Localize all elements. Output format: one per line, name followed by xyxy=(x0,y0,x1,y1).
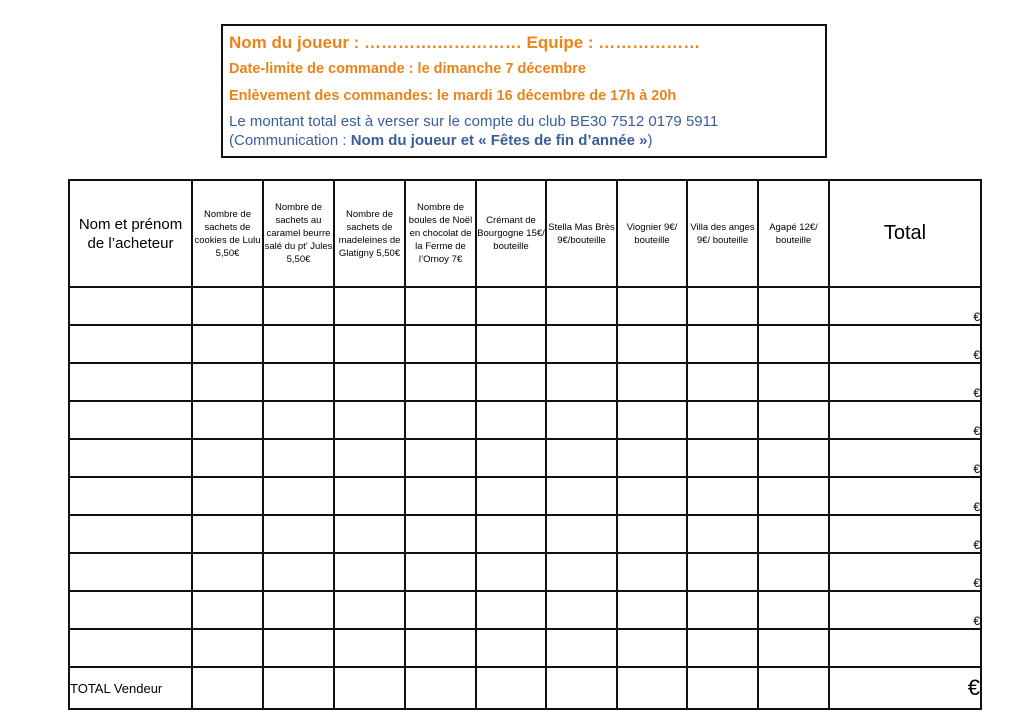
payment-info: Le montant total est à verser sur le compte du club BE30 7512 0179 5911 xyxy=(229,113,719,130)
row-total-cell[interactable]: € xyxy=(829,325,981,363)
quantity-cell[interactable] xyxy=(263,287,334,325)
quantity-cell[interactable] xyxy=(263,325,334,363)
quantity-cell[interactable] xyxy=(263,439,334,477)
total-cell[interactable] xyxy=(758,667,829,709)
row-total-cell[interactable]: € xyxy=(829,439,981,477)
buyer-name-cell[interactable] xyxy=(69,591,192,629)
quantity-cell[interactable] xyxy=(334,363,405,401)
quantity-cell[interactable] xyxy=(617,287,687,325)
row-total-cell[interactable]: € xyxy=(829,287,981,325)
product-header-viognier: Viognier 9€/ bouteille xyxy=(617,180,687,287)
quantity-cell[interactable] xyxy=(192,287,263,325)
quantity-cell[interactable] xyxy=(617,325,687,363)
product-header-stella: Stella Mas Brès 9€/bouteille xyxy=(546,180,617,287)
quantity-cell[interactable] xyxy=(687,401,758,439)
quantity-cell[interactable] xyxy=(617,591,687,629)
total-cell[interactable] xyxy=(617,667,687,709)
quantity-cell[interactable] xyxy=(758,287,829,325)
quantity-cell[interactable] xyxy=(263,553,334,591)
communication-text: Nom du joueur et « Fêtes de fin d’année » xyxy=(350,132,648,149)
quantity-cell[interactable] xyxy=(334,515,405,553)
quantity-cell[interactable] xyxy=(405,629,476,667)
order-deadline: Date-limite de commande : le dimanche 7 décembre xyxy=(229,61,586,77)
quantity-cell[interactable] xyxy=(263,363,334,401)
quantity-cell[interactable] xyxy=(476,629,546,667)
quantity-cell[interactable] xyxy=(546,591,617,629)
quantity-cell[interactable] xyxy=(192,325,263,363)
quantity-cell[interactable] xyxy=(192,629,263,667)
quantity-cell[interactable] xyxy=(334,553,405,591)
quantity-cell[interactable] xyxy=(192,477,263,515)
quantity-cell[interactable] xyxy=(334,439,405,477)
quantity-cell[interactable] xyxy=(476,401,546,439)
quantity-cell[interactable] xyxy=(476,287,546,325)
table-row xyxy=(69,287,981,325)
quantity-cell[interactable] xyxy=(476,477,546,515)
quantity-cell[interactable] xyxy=(617,629,687,667)
quantity-cell[interactable] xyxy=(192,401,263,439)
quantity-cell[interactable] xyxy=(263,515,334,553)
row-total-cell[interactable] xyxy=(829,629,981,667)
buyer-name-cell[interactable] xyxy=(69,363,192,401)
row-total-cell[interactable]: € xyxy=(829,591,981,629)
product-header-madeleines: Nombre de sachets de madeleines de Glatigny 5,50€ xyxy=(334,180,405,287)
quantity-cell[interactable] xyxy=(405,401,476,439)
quantity-cell[interactable] xyxy=(617,363,687,401)
quantity-cell[interactable] xyxy=(476,325,546,363)
quantity-cell[interactable] xyxy=(758,515,829,553)
table-row xyxy=(69,401,981,439)
quantity-cell[interactable] xyxy=(546,477,617,515)
quantity-cell[interactable] xyxy=(617,439,687,477)
buyer-name-cell[interactable] xyxy=(69,287,192,325)
total-header: Total xyxy=(829,180,981,287)
communication-info: (Communication : Nom du joueur et « Fêtes de fin d’année ») xyxy=(229,132,653,149)
quantity-cell[interactable] xyxy=(192,439,263,477)
product-header-cookies: Nombre de sachets de cookies de Lulu 5,50€ xyxy=(192,180,263,287)
quantity-cell[interactable] xyxy=(546,629,617,667)
quantity-cell[interactable] xyxy=(192,363,263,401)
quantity-cell[interactable] xyxy=(687,287,758,325)
quantity-cell[interactable] xyxy=(405,439,476,477)
quantity-cell[interactable] xyxy=(192,591,263,629)
quantity-cell[interactable] xyxy=(617,553,687,591)
quantity-cell[interactable] xyxy=(758,629,829,667)
quantity-cell[interactable] xyxy=(476,553,546,591)
buyer-name-cell[interactable] xyxy=(69,629,192,667)
table-row xyxy=(69,477,981,515)
player-team-line: Nom du joueur : ………….…………… Equipe : ……………… xyxy=(229,33,701,52)
seller-total-label: TOTAL Vendeur xyxy=(69,667,192,709)
table-row xyxy=(69,325,981,363)
quantity-cell[interactable] xyxy=(334,401,405,439)
quantity-cell[interactable] xyxy=(617,515,687,553)
total-cell[interactable] xyxy=(687,667,758,709)
table-header-row xyxy=(69,180,981,287)
row-total-cell[interactable]: € xyxy=(829,515,981,553)
quantity-cell[interactable] xyxy=(687,629,758,667)
quantity-cell[interactable] xyxy=(334,591,405,629)
buyer-name-header: Nom et prénom de l’acheteur xyxy=(69,180,192,287)
quantity-cell[interactable] xyxy=(405,553,476,591)
total-cell[interactable] xyxy=(192,667,263,709)
product-header-caramel: Nombre de sachets au caramel beurre salé du pt’ Jules 5,50€ xyxy=(263,180,334,287)
quantity-cell[interactable] xyxy=(758,591,829,629)
quantity-cell[interactable] xyxy=(192,553,263,591)
buyer-name-cell[interactable] xyxy=(69,553,192,591)
quantity-cell[interactable] xyxy=(405,363,476,401)
quantity-cell[interactable] xyxy=(405,515,476,553)
seller-grand-total[interactable]: € xyxy=(829,667,981,709)
order-info-box xyxy=(221,24,827,158)
quantity-cell[interactable] xyxy=(263,591,334,629)
quantity-cell[interactable] xyxy=(687,363,758,401)
quantity-cell[interactable] xyxy=(758,325,829,363)
quantity-cell[interactable] xyxy=(263,477,334,515)
quantity-cell[interactable] xyxy=(687,515,758,553)
quantity-cell[interactable] xyxy=(334,325,405,363)
quantity-cell[interactable] xyxy=(758,553,829,591)
quantity-cell[interactable] xyxy=(546,553,617,591)
quantity-cell[interactable] xyxy=(476,439,546,477)
quantity-cell[interactable] xyxy=(687,439,758,477)
quantity-cell[interactable] xyxy=(476,515,546,553)
quantity-cell[interactable] xyxy=(263,629,334,667)
quantity-cell[interactable] xyxy=(334,287,405,325)
quantity-cell[interactable] xyxy=(687,325,758,363)
quantity-cell[interactable] xyxy=(546,439,617,477)
quantity-cell[interactable] xyxy=(546,287,617,325)
table-row xyxy=(69,515,981,553)
product-header-chocolate: Nombre de boules de Noël en chocolat de la Ferme de l’Ornoy 7€ xyxy=(405,180,476,287)
total-cell[interactable] xyxy=(476,667,546,709)
quantity-cell[interactable] xyxy=(687,591,758,629)
quantity-cell[interactable] xyxy=(405,477,476,515)
table-row xyxy=(69,591,981,629)
quantity-cell[interactable] xyxy=(405,591,476,629)
quantity-cell[interactable] xyxy=(546,515,617,553)
total-cell[interactable] xyxy=(334,667,405,709)
quantity-cell[interactable] xyxy=(687,477,758,515)
product-header-agape: Agapé 12€/ bouteille xyxy=(758,180,829,287)
quantity-cell[interactable] xyxy=(263,401,334,439)
total-cell[interactable] xyxy=(263,667,334,709)
product-header-cremant: Crémant de Bourgogne 15€/ bouteille xyxy=(476,180,546,287)
quantity-cell[interactable] xyxy=(546,363,617,401)
row-total-cell[interactable]: € xyxy=(829,477,981,515)
quantity-cell[interactable] xyxy=(758,401,829,439)
quantity-cell[interactable] xyxy=(334,477,405,515)
quantity-cell[interactable] xyxy=(192,515,263,553)
quantity-cell[interactable] xyxy=(758,477,829,515)
quantity-cell[interactable] xyxy=(476,363,546,401)
quantity-cell[interactable] xyxy=(687,553,758,591)
product-header-villa: Villa des anges 9€/ bouteille xyxy=(687,180,758,287)
buyer-name-cell[interactable] xyxy=(69,477,192,515)
quantity-cell[interactable] xyxy=(758,363,829,401)
table-row xyxy=(69,439,981,477)
order-table xyxy=(68,179,982,710)
buyer-name-cell[interactable] xyxy=(69,515,192,553)
quantity-cell[interactable] xyxy=(405,287,476,325)
quantity-cell[interactable] xyxy=(617,477,687,515)
total-cell[interactable] xyxy=(546,667,617,709)
table-row xyxy=(69,629,981,667)
table-row xyxy=(69,553,981,591)
total-cell[interactable] xyxy=(405,667,476,709)
quantity-cell[interactable] xyxy=(476,591,546,629)
seller-total-row xyxy=(69,667,981,709)
pickup-info: Enlèvement des commandes: le mardi 16 décembre de 17h à 20h xyxy=(229,88,677,104)
buyer-name-cell[interactable] xyxy=(69,401,192,439)
buyer-name-cell[interactable] xyxy=(69,325,192,363)
quantity-cell[interactable] xyxy=(546,401,617,439)
row-total-cell[interactable]: € xyxy=(829,553,981,591)
quantity-cell[interactable] xyxy=(546,325,617,363)
quantity-cell[interactable] xyxy=(334,629,405,667)
quantity-cell[interactable] xyxy=(617,401,687,439)
table-row xyxy=(69,363,981,401)
row-total-cell[interactable]: € xyxy=(829,363,981,401)
buyer-name-cell[interactable] xyxy=(69,439,192,477)
row-total-cell[interactable]: € xyxy=(829,401,981,439)
quantity-cell[interactable] xyxy=(758,439,829,477)
quantity-cell[interactable] xyxy=(405,325,476,363)
